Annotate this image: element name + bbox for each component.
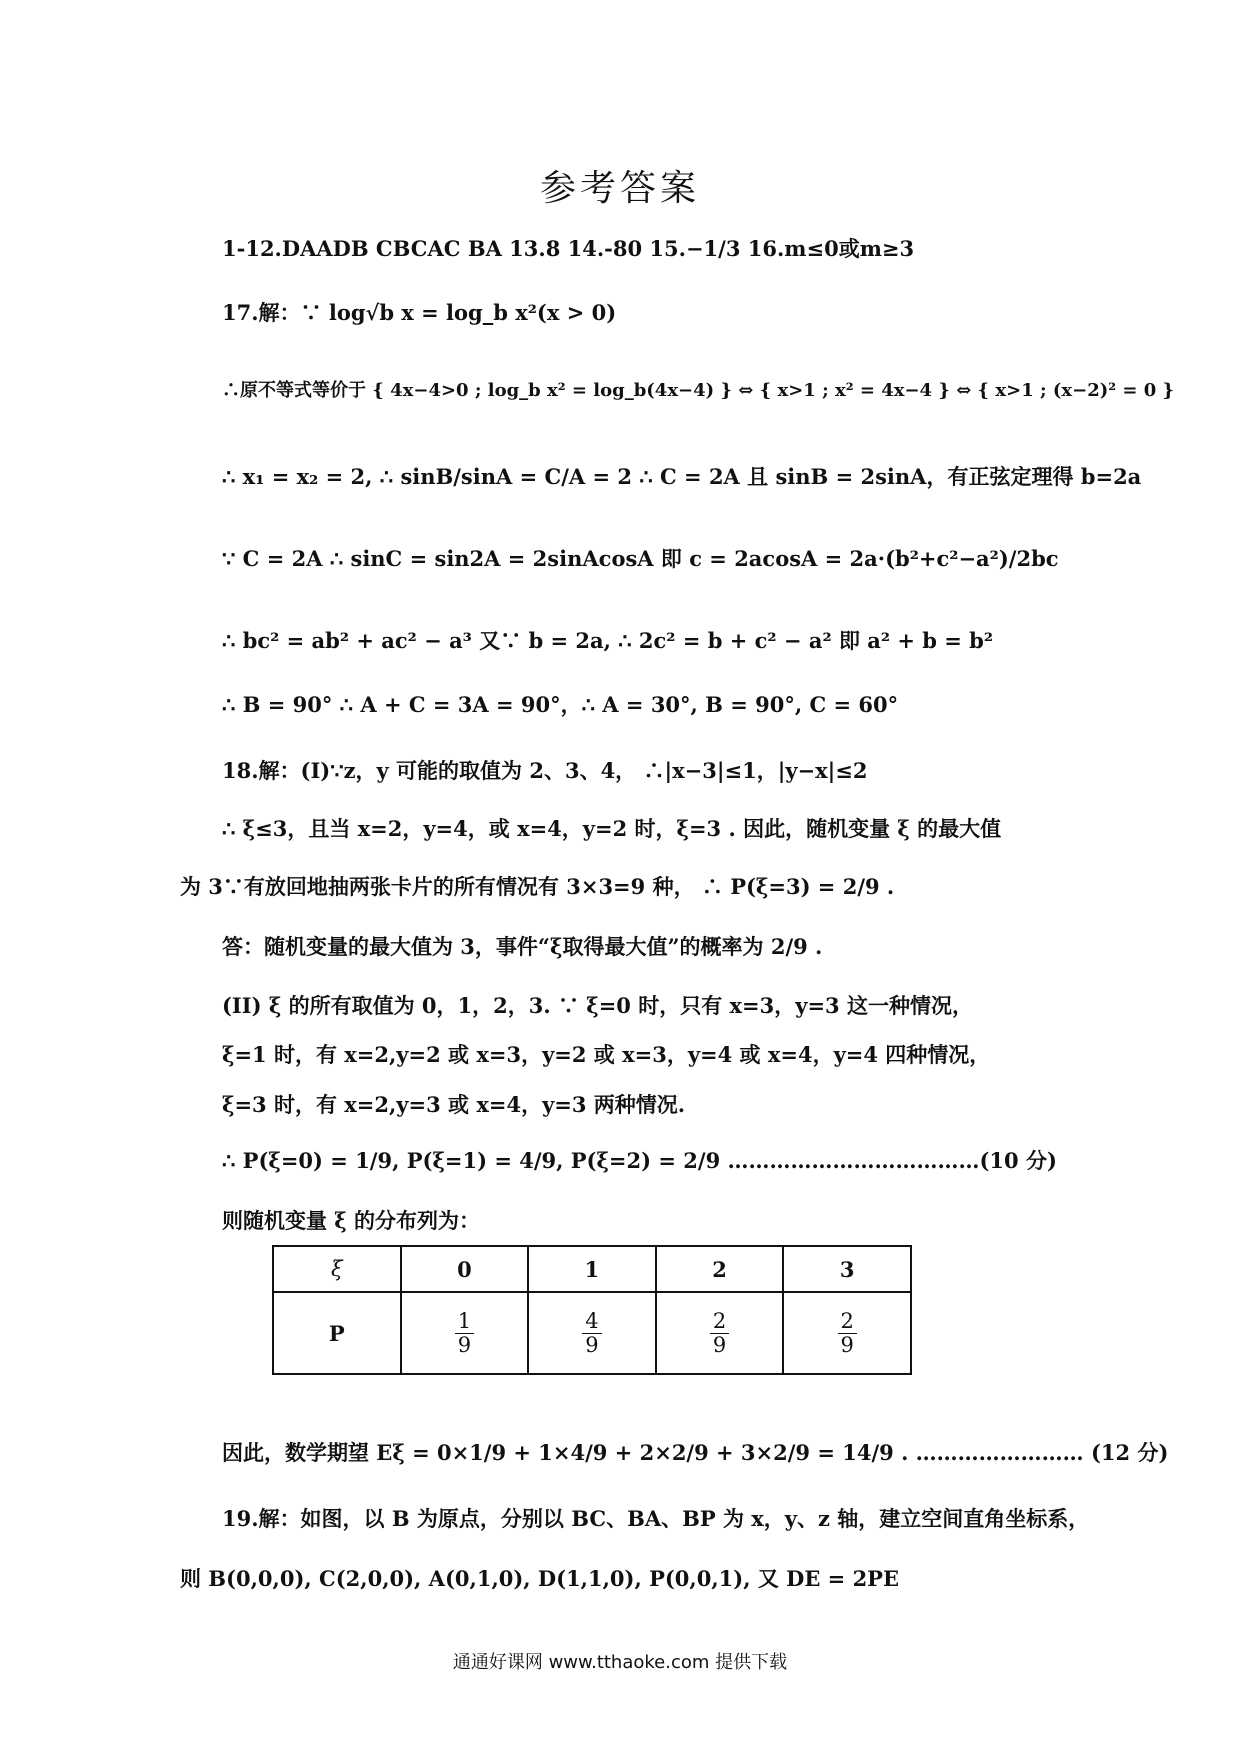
table-cell-prob-1 <box>528 1292 656 1374</box>
answer-line-2: 17.解：∵ log√b x = log_b x²(x > 0) <box>222 300 617 325</box>
table-cell-prob-2 <box>656 1292 784 1374</box>
answer-line-12: (II) ξ 的所有取值为 0，1，2，3. ∵ ξ=0 时，只有 x=3，y=3 这一种情况， <box>222 993 973 1018</box>
table-row <box>273 1246 911 1292</box>
numerator: 2 <box>838 1310 857 1334</box>
table-cell-header-xi: ξ <box>273 1246 401 1292</box>
table-cell-prob-0 <box>401 1292 529 1374</box>
answer-line-6: ∴ bc² = ab² + ac² − a³ 又∵ b = 2a, ∴ 2c² = b + c² − a² 即 a² + b = b² <box>222 628 994 653</box>
distribution-table <box>272 1245 912 1375</box>
answer-line-14: ξ=3 时，有 x=2,y=3 或 x=4，y=3 两种情况. <box>222 1092 686 1117</box>
answer-line-17: 因此，数学期望 Eξ = 0×1/9 + 1×4/9 + 2×2/9 + 3×2/9 = 14/9 . …………………… (12 分) <box>222 1440 1169 1465</box>
answer-line-9: ∴ ξ≤3，且当 x=2，y=4，或 x=4，y=2 时，ξ=3 . 因此，随机变量 ξ 的最大值 <box>222 816 1002 841</box>
table-cell-prob-3 <box>783 1292 911 1374</box>
answer-line-7: ∴ B = 90° ∴ A + C = 3A = 90°，∴ A = 30°, B = 90°, C = 60° <box>222 692 899 717</box>
denominator: 9 <box>585 1332 599 1357</box>
table-row <box>273 1292 911 1374</box>
answer-line-15: ∴ P(ξ=0) = 1/9, P(ξ=1) = 4/9, P(ξ=2) = 2/9 ………………………………(10 分) <box>222 1148 1057 1173</box>
table-cell-header-2: 2 <box>656 1246 784 1292</box>
denominator: 9 <box>840 1332 854 1357</box>
denominator: 9 <box>712 1332 727 1357</box>
page-footer: 通通好课网 www.tthaoke.com 提供下载 <box>452 1652 788 1673</box>
fraction <box>582 1310 601 1357</box>
answer-line-13: ξ=1 时，有 x=2,y=2 或 x=3，y=2 或 x=3，y=4 或 x=4，y=4 四种情况， <box>222 1042 991 1067</box>
answer-line-3: ∴原不等式等价于 { 4x−4>0 ; log_b x² = log_b(4x−4) } ⇔ { x>1 ; x² = 4x−4 } ⇔ { x>1 ; (x−2)² = 0 } <box>222 380 1175 401</box>
table-cell-header-3: 3 <box>783 1246 911 1292</box>
denominator: 9 <box>457 1332 472 1357</box>
answer-line-10: 为 3∵有放回地抽两张卡片的所有情况有 3×3=9 种， ∴ P(ξ=3) = 2/9 . <box>180 874 895 899</box>
answer-line-8: 18.解：(I)∵z，y 可能的取值为 2、3、4， ∴|x−3|≤1，|y−x|≤2 <box>222 758 868 783</box>
table-cell-header-1: 1 <box>528 1246 656 1292</box>
page-title: 参考答案 <box>539 168 700 209</box>
numerator: 4 <box>582 1310 601 1334</box>
answer-line-1: 1-12.DAADB CBCAC BA 13.8 14.-80 15.−1/3 16.m≤0或m≥3 <box>222 236 915 261</box>
answer-line-16: 则随机变量 ξ 的分布列为： <box>222 1208 481 1233</box>
table-cell-header-0: 0 <box>401 1246 529 1292</box>
answer-line-19: 则 B(0,0,0), C(2,0,0), A(0,1,0), D(1,1,0), P(0,0,1), 又 DE = 2PE <box>180 1566 899 1591</box>
table-cell-row-label: P <box>273 1292 401 1374</box>
fraction <box>838 1310 857 1357</box>
answer-line-4: ∴ x₁ = x₂ = 2, ∴ sinB/sinA = C/A = 2 ∴ C = 2A 且 sinB = 2sinA，有正弦定理得 b=2a <box>222 464 1142 489</box>
numerator: 2 <box>710 1310 729 1334</box>
fraction <box>455 1310 474 1357</box>
answer-line-5: ∵ C = 2A ∴ sinC = sin2A = 2sinAcosA 即 c = 2acosA = 2a·(b²+c²−a²)/2bc <box>222 546 1059 571</box>
answer-line-18: 19.解：如图，以 B 为原点，分别以 BC、BA、BP 为 x，y、z 轴，建立空间直角坐标系， <box>222 1506 1090 1531</box>
numerator: 1 <box>455 1310 474 1334</box>
answer-line-11: 答：随机变量的最大值为 3，事件“ξ取得最大值”的概率为 2/9 . <box>222 934 823 959</box>
fraction <box>710 1310 729 1357</box>
